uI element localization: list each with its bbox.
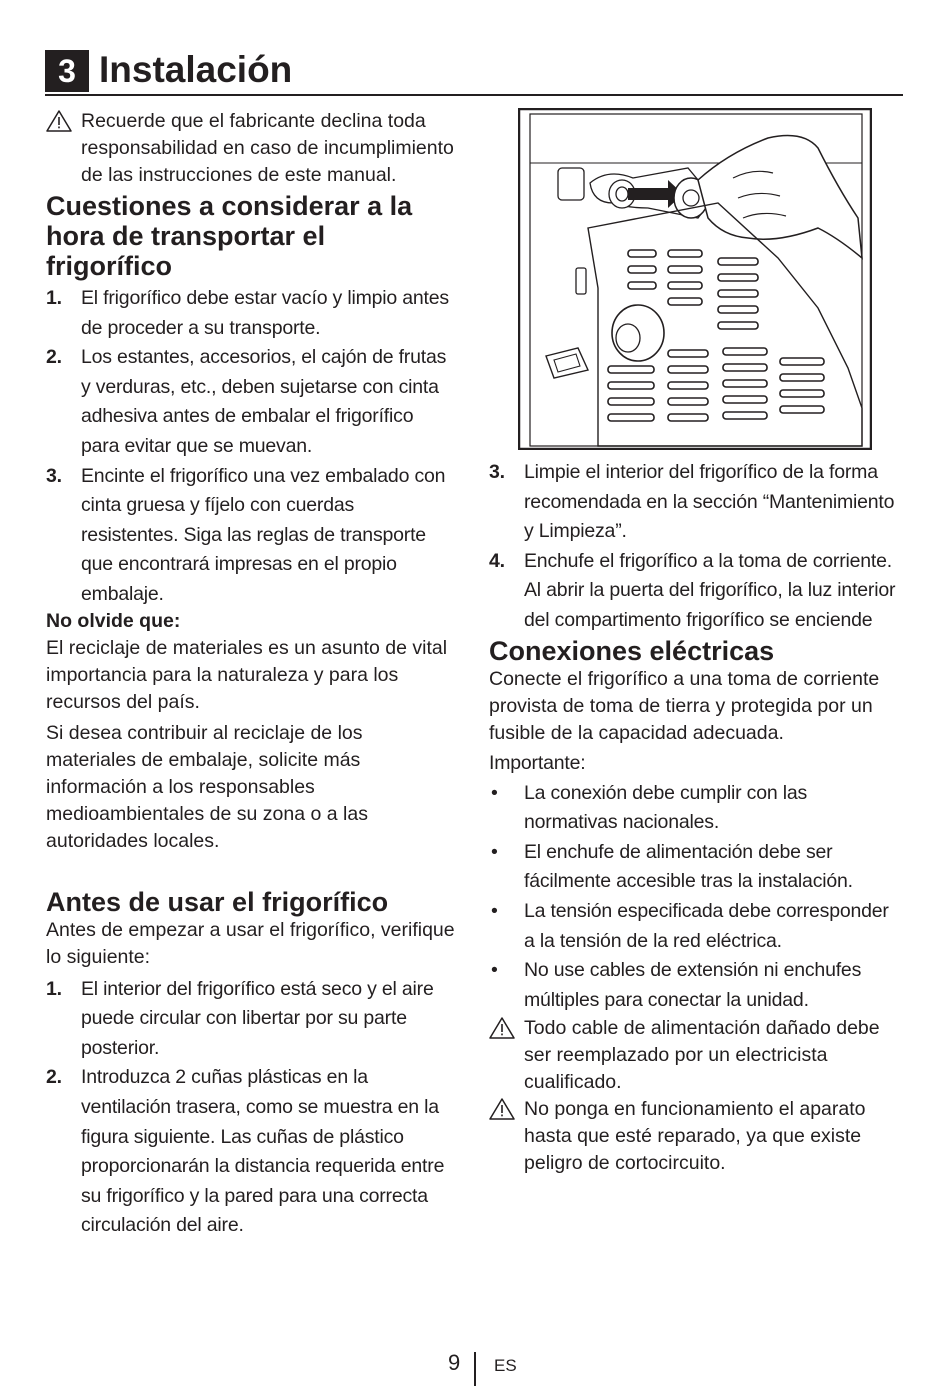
list-item: 1. El frigorífico debe estar vacío y limpio antes de proceder a su transporte. <box>46 287 449 339</box>
list-item: 3. Limpie el interior del frigorífico de la forma recomendada en la sección “Mantenimiento y Limpieza”. <box>489 461 895 543</box>
chapter-header <box>45 48 903 96</box>
list-item: • La tensión especificada debe corresponder a la tensión de la red eléctrica. <box>491 899 889 952</box>
note-paragraph: Si desea contribuir al reciclaje de los materiales de embalaje, solicite más información a los responsables medioambientales de su zona o a las autoridades locales. <box>46 721 368 852</box>
section-heading-transport: Cuestiones a considerar a la hora de transportar el frigorífico <box>46 191 413 281</box>
setup-steps <box>489 458 904 636</box>
before-intro: Antes de empezar a usar el frigorífico, verifique lo siguiente: <box>46 918 455 968</box>
warning-text: Recuerde que el fabricante declina toda responsabilidad en caso de incumplimiento de las instrucciones de este manual. <box>81 110 454 186</box>
transport-steps <box>46 284 456 610</box>
list-item: 2. Introduzca 2 cuñas plásticas en la ventilación trasera, como se muestra en la figura siguiente. Las cuñas de plástico proporcionarán la distancia requerida entre su frigorífico y la pared para una correcta circulación del aire. <box>46 1066 445 1237</box>
warning-note <box>489 1096 904 1177</box>
list-item: 3. Encinte el frigorífico una vez embalado con cinta gruesa y fíjelo con cuerdas resistentes. Siga las reglas de transporte que encontrará impresas en el propio embalaje. <box>46 464 446 605</box>
list-item: • El enchufe de alimentación debe ser fácilmente accesible tras la instalación. <box>491 840 853 893</box>
chapter-number: 3 <box>45 50 89 92</box>
chapter-title: Instalación <box>99 49 293 90</box>
section-heading-electric: Conexiones eléctricas <box>489 635 775 666</box>
language-code: ES <box>494 1356 517 1375</box>
important-label: Importante: <box>489 751 586 774</box>
note-paragraph: El reciclaje de materiales es un asunto de vital importancia para la naturaleza y para los recursos del país. <box>46 636 448 713</box>
electric-intro: Conecte el frigorífico a una toma de corriente provista de toma de tierra y protegida por un fusible de la capacidad adecuada. <box>489 667 880 744</box>
list-item: 4. Enchufe el frigorífico a la toma de corriente. Al abrir la puerta del frigorífico, la luz interior del compartimento frigorífico se enciende <box>489 549 896 631</box>
warning-text: No ponga en funcionamiento el aparato hasta que esté reparado, ya que existe peligro de cortocircuito. <box>524 1098 866 1175</box>
section-heading-before-use: Antes de usar el frigorífico <box>46 886 389 917</box>
list-item: • No use cables de extensión ni enchufes múltiples para conectar la unidad. <box>491 959 862 1011</box>
page-number: 9 <box>448 1350 461 1375</box>
footer-divider <box>474 1352 476 1386</box>
warning-triangle-icon <box>46 110 72 132</box>
warning-note <box>489 1015 904 1096</box>
right-column <box>489 458 904 1177</box>
warning-note <box>46 108 456 189</box>
list-item: • La conexión debe cumplir con las normativas nacionales. <box>491 781 808 834</box>
left-column <box>46 108 456 1241</box>
note-label: No olvide que: <box>46 609 181 632</box>
warning-triangle-icon <box>489 1098 515 1120</box>
electric-requirements <box>489 779 904 1016</box>
list-item: 1. El interior del frigorífico está seco y el aire puede circular con libertar por su parte posterior. <box>46 977 434 1059</box>
before-steps <box>46 975 456 1241</box>
list-item: 2. Los estantes, accesorios, el cajón de frutas y verduras, etc., deben sujetarse con cinta adhesiva antes de embalar el frigorífico para evitar que se muevan. <box>46 346 447 457</box>
rear-ventilation-figure <box>518 108 872 450</box>
warning-triangle-icon <box>489 1017 515 1039</box>
warning-text: Todo cable de alimentación dañado debe ser reemplazado por un electricista cualificado. <box>524 1017 880 1094</box>
